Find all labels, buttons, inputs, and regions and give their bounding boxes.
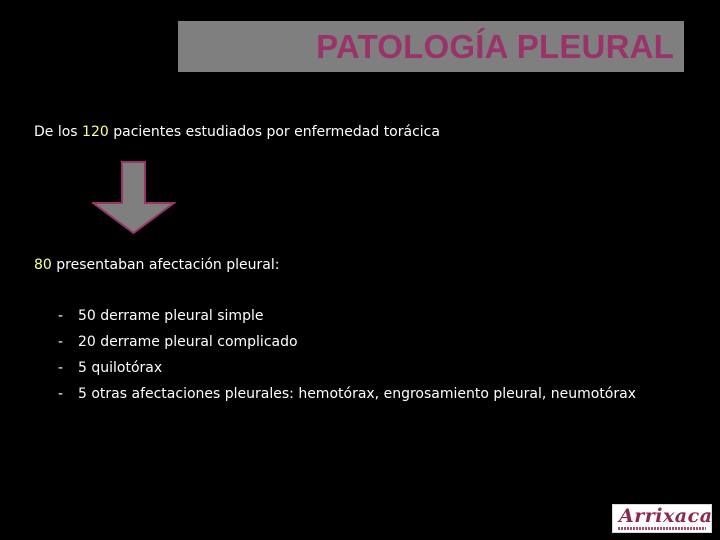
down-arrow-icon [92,161,176,235]
findings-list [58,308,636,412]
list-item [58,360,636,386]
list-dash: - [58,308,64,324]
title-box [178,21,684,72]
intro-number: 120 [82,124,109,140]
slide-title: PATOLOGÍA PLEURAL [316,27,674,65]
arrixaca-logo [612,504,712,533]
list-item-text: 50 derrame pleural simple [78,308,264,324]
list-dash: - [58,360,64,376]
result-line [34,257,279,273]
result-number: 80 [34,257,52,273]
list-dash: - [58,386,64,402]
intro-prefix: De los [34,124,83,140]
result-suffix: presentaban afectación pleural: [51,257,280,273]
intro-suffix: pacientes estudiados por enfermedad torácica [108,124,440,140]
logo-tagline-decoration [618,527,706,530]
logo-text: Arrixaca [619,505,713,527]
list-item-text: 5 otras afectaciones pleurales: hemotórax, engrosamiento pleural, neumotórax [78,386,636,402]
list-item-text: 20 derrame pleural complicado [78,334,298,350]
list-item [58,308,636,334]
list-dash: - [58,334,64,350]
intro-line [34,124,440,140]
list-item [58,386,636,412]
list-item-text: 5 quilotórax [78,360,163,376]
list-item [58,334,636,360]
